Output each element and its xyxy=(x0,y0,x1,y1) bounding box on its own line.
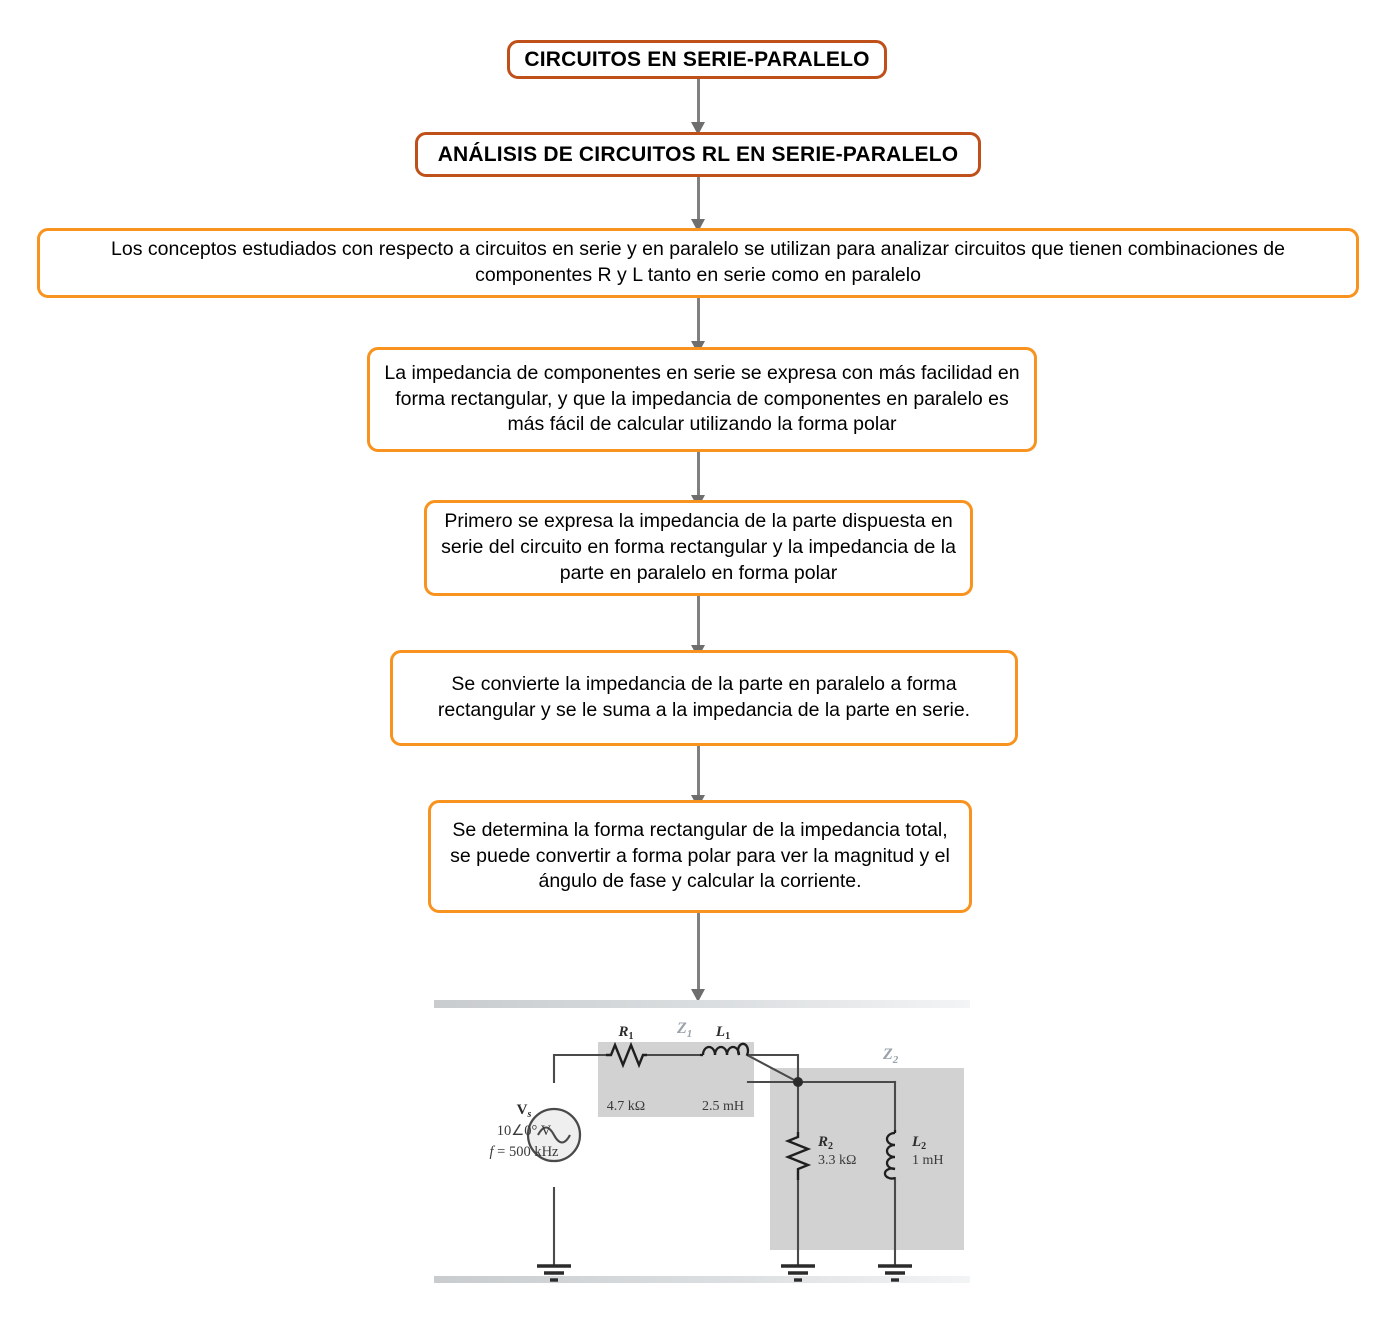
component-r1-name: $R_1$ xyxy=(618,1024,634,1042)
component-l2-value: 1 mH xyxy=(912,1153,944,1168)
circuit-diagram xyxy=(432,992,972,1292)
flow-node-subtitle-label: ANÁLISIS DE CIRCUITOS RL EN SERIE-PARALELO xyxy=(437,142,959,166)
component-r1-value: 4.7 kΩ xyxy=(606,1099,646,1114)
source-frequency-label: f = 500 kHz xyxy=(489,1144,559,1160)
region-z2-label: $Z_2$ xyxy=(883,1046,899,1066)
flow-node-step-first-label: Primero se expresa la impedancia de la parte dispuesta en serie del circuito en forma rectangular y la impedancia de la parte en paralelo en forma polar xyxy=(441,510,956,584)
flow-node-impedance-forms xyxy=(367,347,1037,452)
component-l1-name: $L_1$ xyxy=(715,1024,731,1042)
component-r2-value: 3.3 kΩ xyxy=(818,1153,857,1168)
flow-node-step-first xyxy=(424,500,973,596)
flow-node-step-convert-label: Se convierte la impedancia de la parte en paralelo a forma rectangular y se le suma a la impedancia de la parte en serie. xyxy=(437,673,971,721)
source-voltage-label: 10∠0° V xyxy=(496,1123,552,1139)
flow-node-step-convert xyxy=(390,650,1018,746)
flow-node-title-main-label: CIRCUITOS EN SERIE-PARALELO xyxy=(524,47,870,71)
flow-node-impedance-forms-label: La impedancia de componentes en serie se expresa con más facilidad en forma rectangular, y que la impedancia de componentes en paralelo es más fácil de calcular utilizando la forma polar xyxy=(384,361,1020,436)
component-l1-value: 2.5 mH xyxy=(702,1099,744,1114)
component-l2-name: $L_2$ xyxy=(912,1134,927,1152)
figure-bottom-band xyxy=(434,1276,970,1283)
flow-node-concepts-label: Los conceptos estudiados con respecto a circuitos en serie y en paralelo se utilizan para analizar circuitos que tienen combinaciones de componentes R y L tanto en serie como en paralelo xyxy=(111,238,1285,286)
source-symbol-label: $V_s$ xyxy=(516,1102,532,1120)
flow-node-title-main xyxy=(507,40,887,79)
flow-node-step-total xyxy=(428,800,972,913)
flow-node-concepts xyxy=(37,228,1359,298)
flow-node-subtitle xyxy=(415,132,981,177)
component-r2-name: $R_2$ xyxy=(818,1134,834,1152)
junction-node-dot xyxy=(793,1077,803,1087)
region-z1-label: $Z_1$ xyxy=(677,1020,693,1040)
flow-node-step-total-label: Se determina la forma rectangular de la impedancia total, se puede convertir a forma polar para ver la magnitud y el ángulo de fase y calcular la corriente. xyxy=(450,818,950,893)
figure-top-band xyxy=(434,1000,970,1008)
